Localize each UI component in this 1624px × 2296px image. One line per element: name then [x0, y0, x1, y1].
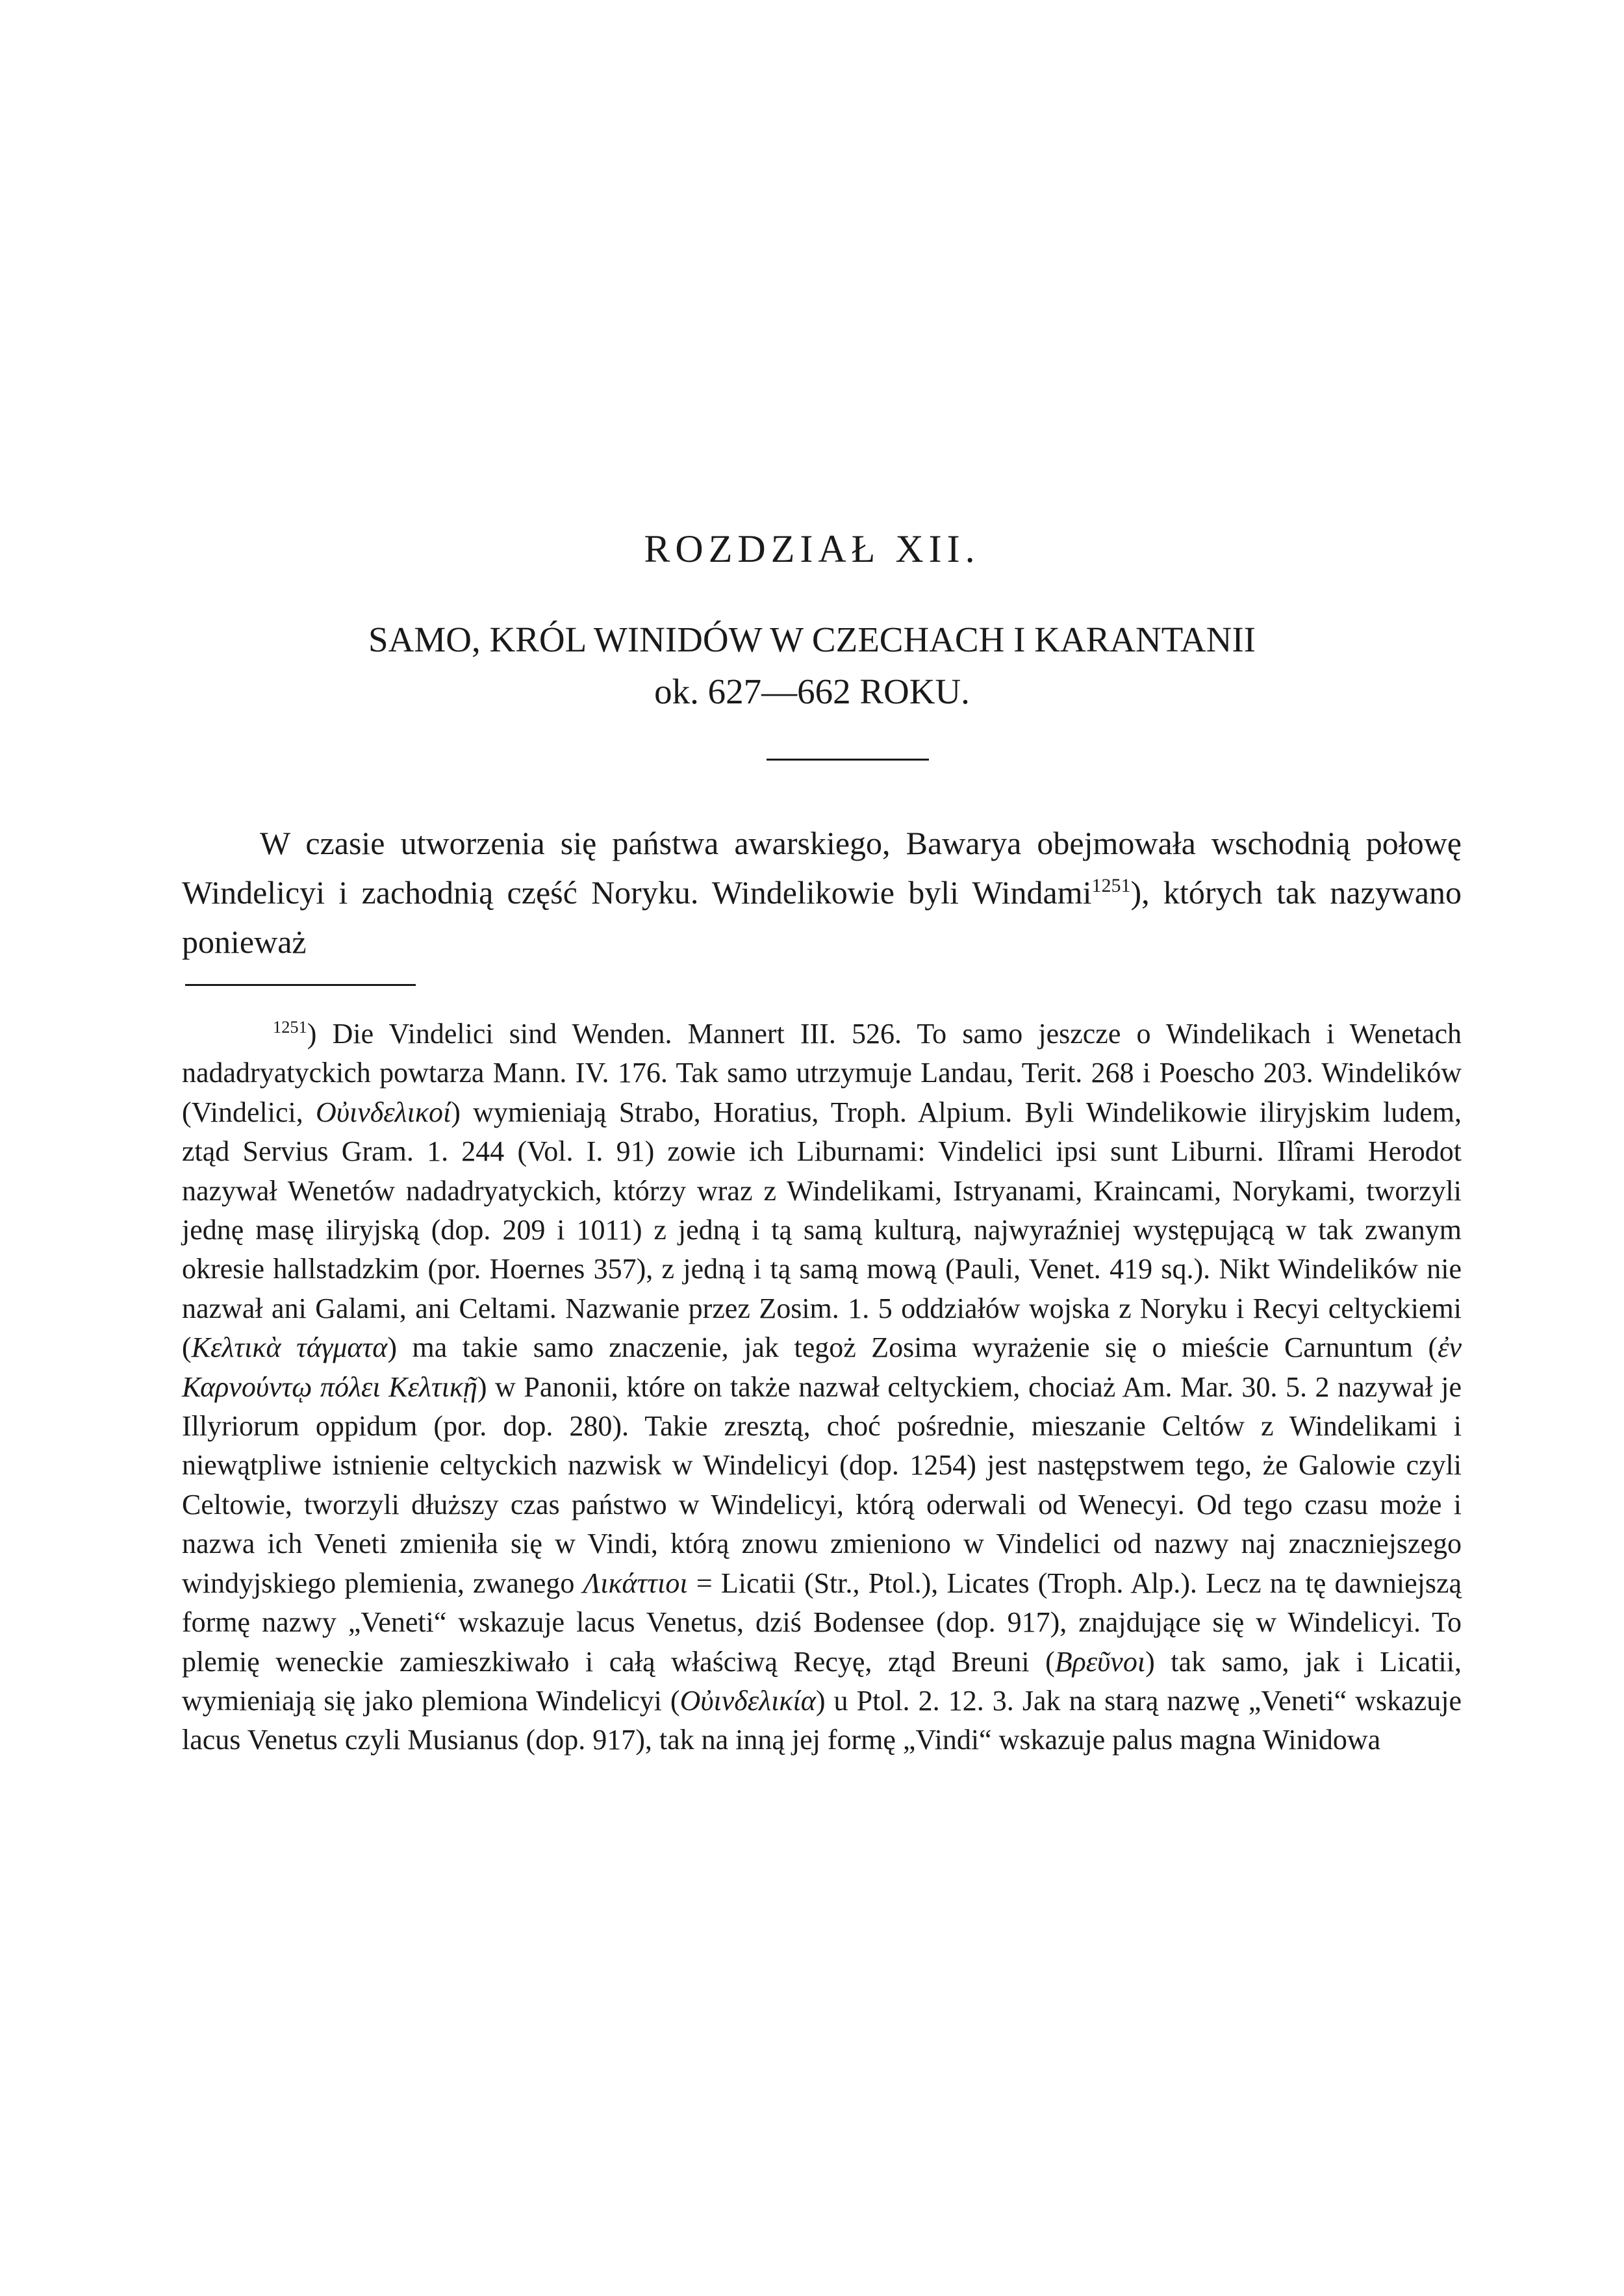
chapter-title-line-1: SAMO, KRÓL WINIDÓW W CZECHACH I KARANTANII [368, 620, 1256, 659]
footnote-text-6: ) tak samo, jak i Licatii, wymieniają się jako plemiona Windelicyi ( [182, 1645, 1462, 1717]
footnote-text-7: ) u Ptol. 2. 12. 3. Jak na starą nazwę „Veneti“ wskazuje lacus Venetus czyli Musianus (dop. 917), tak na inną jej formę „Vindi“ wskazuje palus magna Winidowa [182, 1684, 1462, 1756]
chapter-heading: ROZDZIAŁ XII. [644, 527, 980, 570]
greek-term-3: ἐν Καρνούντῳ πόλει Κελτικῇ [182, 1331, 1462, 1403]
body-text-start: W czasie utworzenia się państwa awarskiego, Bawarya obejmowała wschodnią połowę Windelicyi i zachodnią część Noryku. Windelikowie byli Windami [182, 825, 1462, 911]
body-paragraph [182, 818, 1462, 966]
footnote-text-2: ) wymieniają Strabo, Horatius, Troph. Alpium. Byli Windelikowie iliryjskim ludem, ztąd Servius Gram. 1. 244 (Vol. I. 91) zowie ich Liburnami: Vindelici ipsi sunt Liburni. Ilîrami Herodot nazywał Wenetów nadadryatyckich, którzy wraz z Windelikami, Istryanami, Kraincami, Norykami, tworzyli jednę masę iliryjską (dop. 209 i 1011) z jedną i tą samą kulturą, najwyraźniej występującą w tak zwanym okresie hallstadzkim (por. Hoernes 357), z jedną i tą samą mową (Pauli, Venet. 419 sq.). Nikt Windelików nie nazwał ani Galami, ani Celtami. Nazwanie przez Zosim. 1. 5 oddziałów wojska z Noryku i Recyi celtyckiemi ( [182, 1096, 1462, 1364]
footnote-reference: 1251 [1091, 875, 1131, 896]
footnote-text-5: = Licatii (Str., Ptol.), Licates (Troph. Alp.). Lecz na tę dawniejszą formę nazwy „Veneti“ wskazuje lacus Venetus, dziś Bodensee (dop. 917), znajdujące się w Windelicyi. To plemię weneckie zamieszkiwało i całą właściwą Recyę, ztąd Breuni ( [182, 1567, 1462, 1678]
footnote-text-3: ) ma takie samo znaczenie, jak tegoż Zosima wyrażenie się o mieście Carnuntum ( [387, 1331, 1438, 1364]
footnote-mark-paren: ) [307, 1018, 317, 1050]
footnote-divider [185, 984, 416, 986]
greek-term-5: Βρεῦνοι [1054, 1645, 1146, 1678]
greek-term-4: Λικάττιοι [583, 1567, 688, 1599]
body-text [182, 818, 1462, 966]
body-text-end: ), których tak nazywano ponieważ [182, 874, 1462, 960]
greek-term-2: Κελτικὰ τάγματα [191, 1331, 388, 1364]
footnote [182, 1015, 1462, 1760]
footnote-paragraph [182, 1015, 1462, 1760]
footnote-text-1: Die Vindelici sind Wenden. Mannert III. 526. To samo jeszcze o Windelikach i Wenetach nadadryatyckich powtarza Mann. IV. 176. Tak samo utrzymuje Landau, Terit. 268 i Poescho 203. Windelików (Vindelici, [182, 1018, 1462, 1128]
greek-term-6: Οὐινδελικία [679, 1684, 816, 1717]
chapter-title [195, 614, 1429, 718]
footnote-text-4: ) w Panonii, które on także nazwał celtyckiem, chociaż Am. Mar. 30. 5. 2 nazywał je Illyriorum oppidum (por. dop. 280). Takie zresztą, choć pośrednie, mieszanie Celtów z Windelikami i niewątpliwe istnienie celtyckich nazwisk w Windelicyi (dop. 1254) jest następstwem tego, że Galowie czyli Celtowie, tworzyli dłuższy czas państwo w Windelicyi, którą oderwali od Wenecyi. Od tego czasu może i nazwa ich Veneti zmieniła się w Vindi, którą znowu zmieniono w Vindelici od nazwy naj znaczniejszego windyjskiego plemienia, zwanego [182, 1370, 1462, 1599]
chapter-title-line-2: ok. 627—662 ROKU. [654, 672, 970, 711]
footnote-mark: 1251 [273, 1017, 307, 1037]
greek-term-1: Οὐινδελικοί [316, 1096, 451, 1128]
title-divider [767, 759, 929, 761]
